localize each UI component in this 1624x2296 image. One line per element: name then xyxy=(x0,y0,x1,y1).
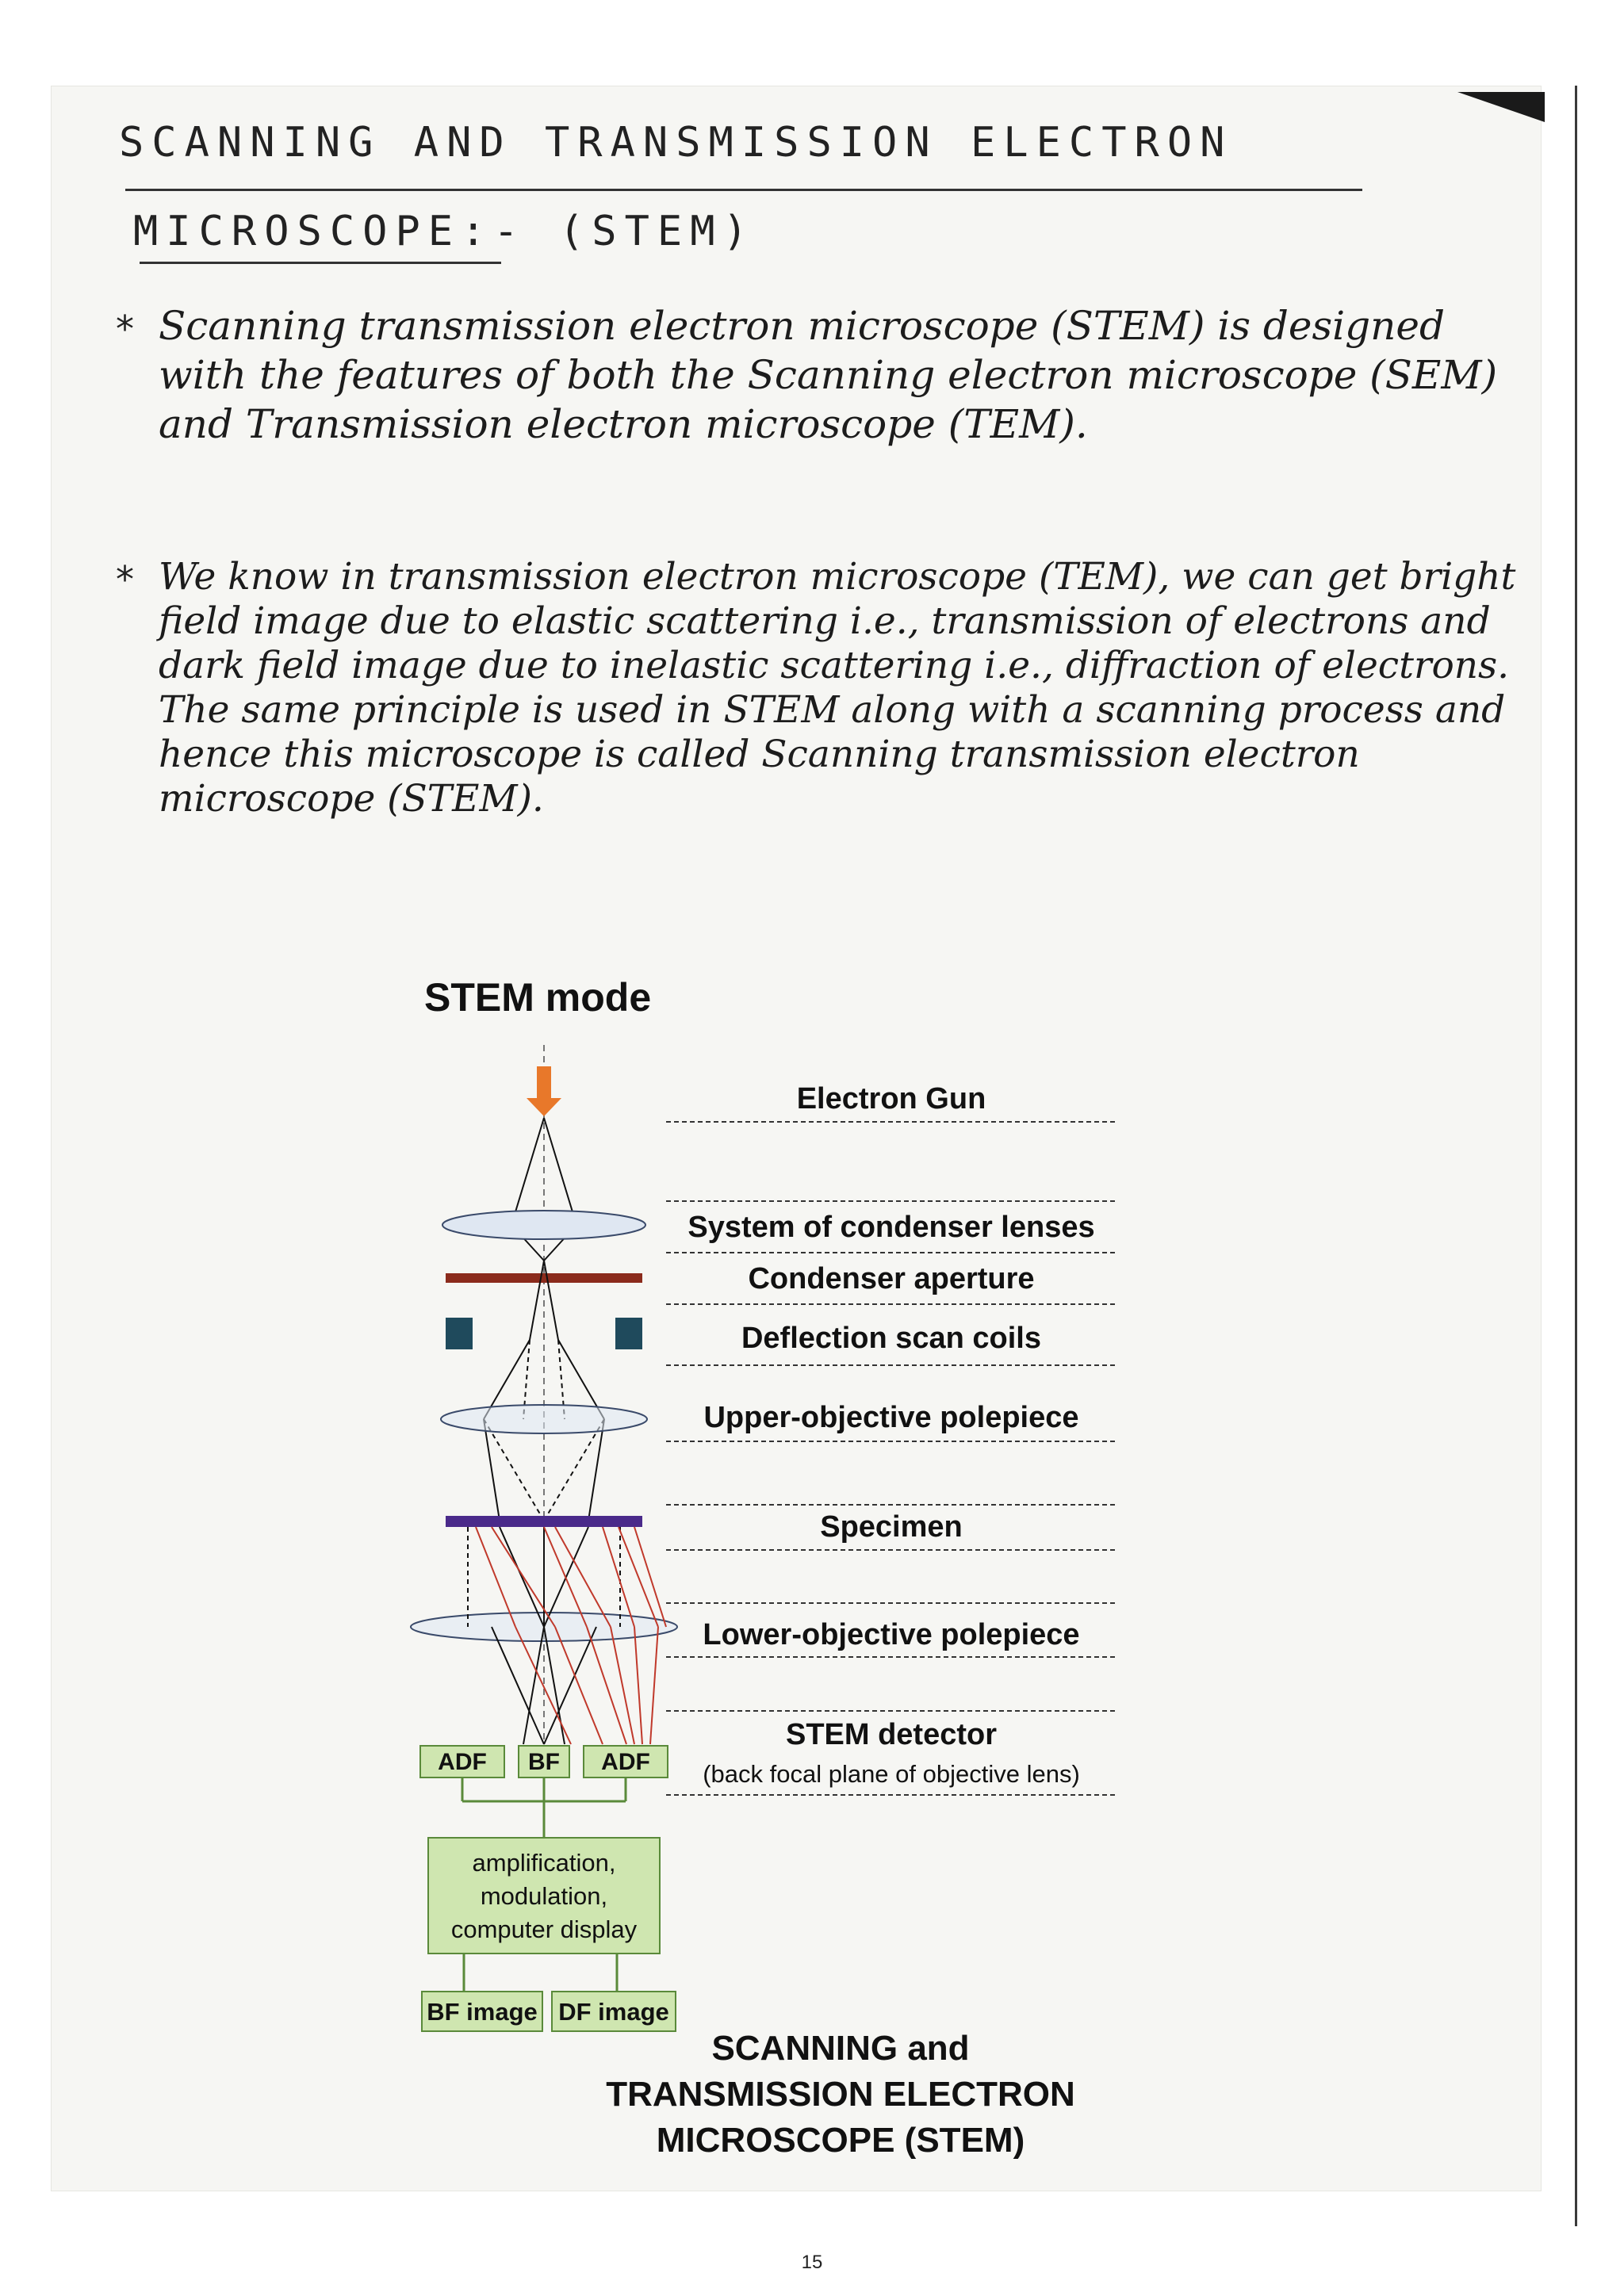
label-deflection-coils: Deflection scan coils xyxy=(741,1322,1042,1355)
caption-line-2: TRANSMISSION ELECTRON xyxy=(606,2075,1075,2114)
detector-connectors xyxy=(462,1777,626,1838)
df-image-label: DF image xyxy=(558,1998,669,2026)
bf-label: BF xyxy=(528,1749,560,1775)
image-connectors xyxy=(464,1954,617,1992)
processing-line-2: modulation, xyxy=(480,1882,608,1910)
bullet-star-1: * xyxy=(116,308,134,350)
specimen-bar xyxy=(446,1516,642,1527)
electron-gun-arrow xyxy=(527,1066,561,1116)
caption-line-3: MICROSCOPE (STEM) xyxy=(656,2121,1025,2160)
condenser-lens xyxy=(442,1211,645,1239)
page-number: 15 xyxy=(801,2252,823,2273)
bullet-star-2: * xyxy=(116,558,134,601)
label-electron-gun: Electron Gun xyxy=(796,1082,986,1115)
diagram-heading: STEM mode xyxy=(424,975,652,1020)
deflection-coil-left xyxy=(446,1318,473,1349)
label-stem-detector: STEM detector xyxy=(785,1718,998,1751)
label-condenser-aperture: Condenser aperture xyxy=(748,1262,1035,1295)
label-upper-objective: Upper-objective polepiece xyxy=(703,1401,1079,1434)
paragraph-1: Scanning transmission electron microscope (STEM) is designed with the features of both the Scanning electron microscope (SEM) and Transmission electron microscope (TEM). xyxy=(159,303,1498,447)
adf-left-label: ADF xyxy=(438,1749,487,1775)
processing-line-1: amplification, xyxy=(472,1849,616,1877)
deflection-coil-right xyxy=(615,1318,642,1349)
caption-line-1: SCANNING and xyxy=(711,2029,970,2068)
processing-line-3: computer display xyxy=(450,1915,638,1943)
upper-objective-lens xyxy=(441,1405,647,1433)
label-specimen: Specimen xyxy=(820,1510,963,1544)
title-line-2: MICROSCOPE:- (STEM) xyxy=(133,208,756,255)
label-condenser-lenses: System of condenser lenses xyxy=(688,1211,1095,1244)
title-line-1: SCANNING AND TRANSMISSION ELECTRON xyxy=(119,119,1233,166)
bf-image-label: BF image xyxy=(427,1998,538,2026)
adf-right-label: ADF xyxy=(601,1749,650,1775)
label-detector-note: (back focal plane of objective lens) xyxy=(703,1760,1080,1788)
condenser-aperture-bar xyxy=(446,1273,642,1283)
label-lower-objective: Lower-objective polepiece xyxy=(703,1618,1080,1651)
paragraph-2: We know in transmission electron microscope (TEM), we can get bright field image due to elastic scattering i.e., transmission of electrons and dark field image due to inelastic scattering i.e., diffraction of electrons. The same principle is used in STEM along with a scanning process and hence this microscope is called Scanning transmission electron microscope (STEM). xyxy=(159,555,1516,821)
